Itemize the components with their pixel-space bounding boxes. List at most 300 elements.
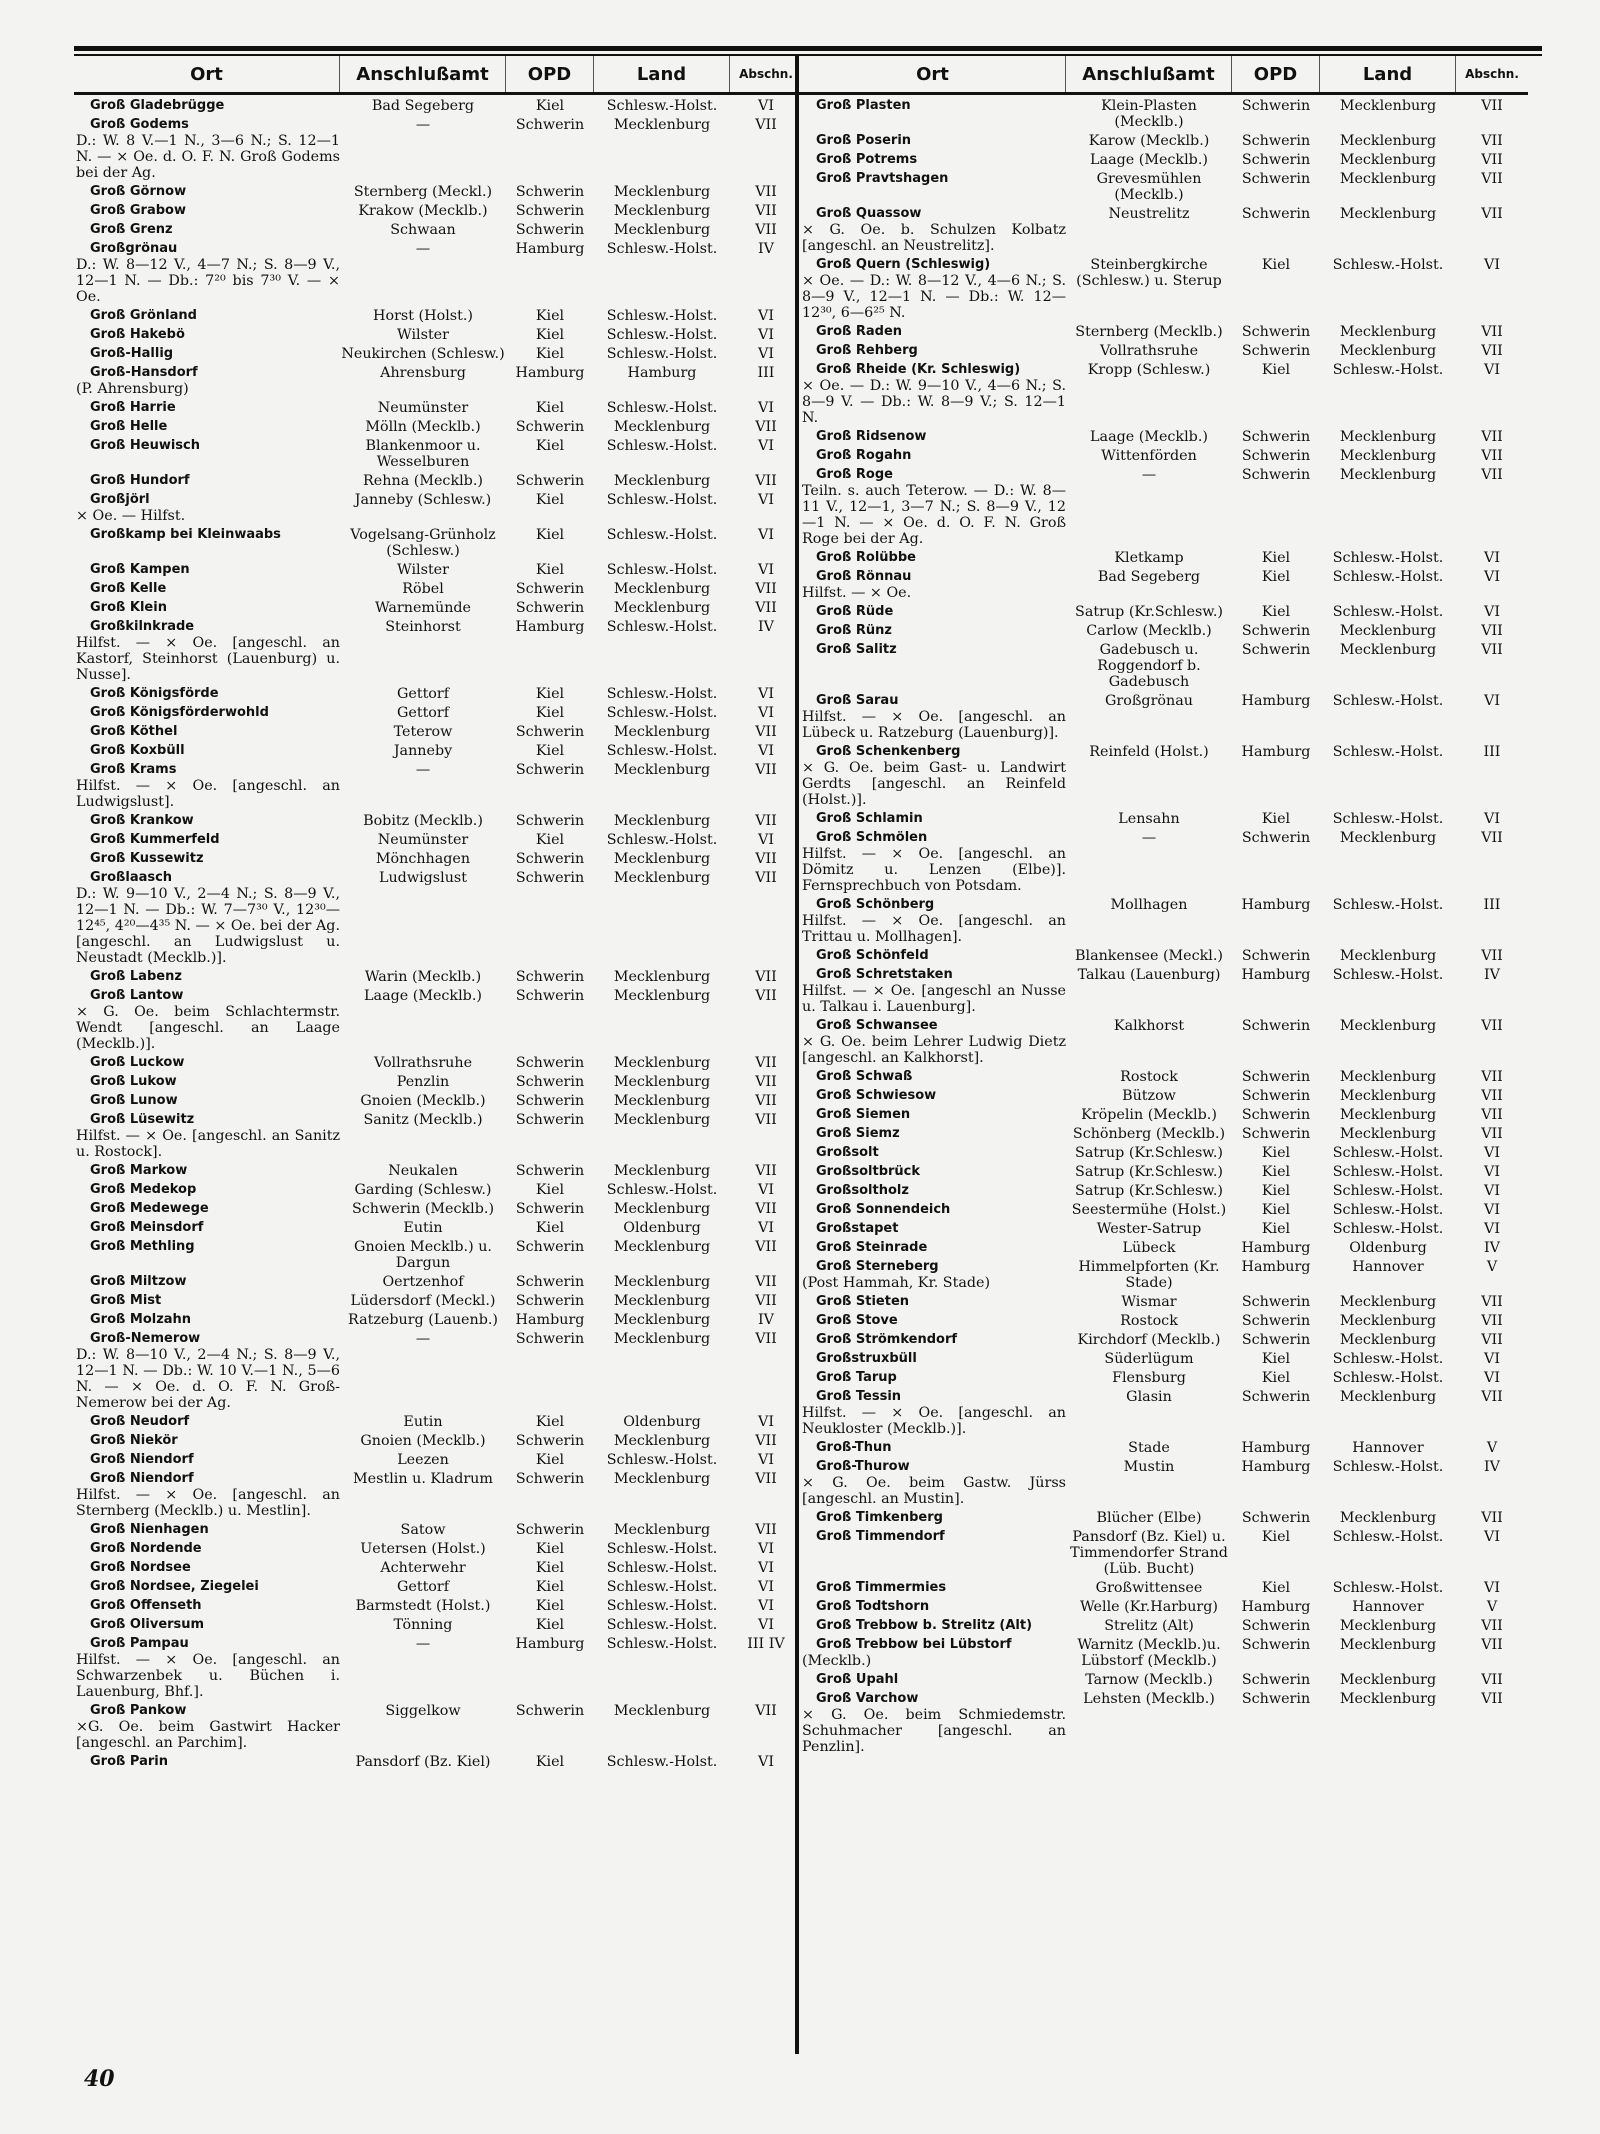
place-cell [74, 1452, 340, 1468]
land-cell: Mecklenburg [613, 1239, 711, 1255]
place-cell [800, 206, 1066, 254]
place-note: Hilfst. — × Oe. [angeschl. an Neukloster (Mecklb.)]. [802, 1405, 1066, 1437]
place-cell [74, 832, 340, 848]
opd-cell: Hamburg [1241, 1259, 1311, 1275]
exchange-cell: Süderlügum [1104, 1351, 1194, 1367]
section-cell: VII [755, 1201, 777, 1217]
opd-cell: Schwerin [515, 1074, 585, 1090]
section-cell: VI [758, 743, 774, 759]
table-row [800, 550, 1528, 566]
opd-cell: Schwerin [515, 1093, 585, 1109]
section-cell: VII [755, 1093, 777, 1109]
place-name: Groß Koxbüll [90, 743, 185, 758]
place-cell [74, 1703, 340, 1751]
section-cell: VI [758, 1541, 774, 1557]
place-name: Groß Schwiesow [816, 1088, 937, 1103]
land-cell: Schlesw.-Holst. [606, 1182, 718, 1198]
table-row [74, 619, 802, 683]
table-row [800, 1259, 1528, 1291]
table-row [74, 492, 802, 524]
section-cell: VII [1481, 1018, 1503, 1034]
place-cell [74, 1560, 340, 1576]
place-cell [800, 967, 1066, 1015]
table-row [800, 1126, 1528, 1142]
table-row [800, 569, 1528, 601]
land-cell: Mecklenburg [1339, 1332, 1437, 1348]
table-row [800, 1389, 1528, 1437]
section-cell: VII [755, 581, 777, 597]
land-cell: Mecklenburg [613, 1293, 711, 1309]
place-name: Groß Grenz [90, 222, 173, 237]
section-cell: VII [1481, 343, 1503, 359]
place-name: Groß Kussewitz [90, 851, 204, 866]
table-row [800, 257, 1528, 321]
table-row [74, 1312, 802, 1328]
exchange-cell: Welle (Kr.Harburg) [1080, 1599, 1218, 1615]
exchange-cell: Laage (Mecklb.) [1090, 152, 1208, 168]
place-cell [74, 241, 340, 305]
exchange-cell: Seestermühe (Holst.) [1071, 1202, 1227, 1218]
opd-cell: Schwerin [1241, 152, 1311, 168]
exchange-cell: Tönning [393, 1617, 453, 1633]
place-name: Groß Gladebrügge [90, 98, 225, 113]
land-cell: Schlesw.-Holst. [606, 686, 718, 702]
section-cell: VII [1481, 206, 1503, 222]
place-name: Groß Roge [816, 467, 893, 482]
exchange-cell: Lüdersdorf (Meckl.) [350, 1293, 496, 1309]
section-cell: IV [758, 1312, 774, 1328]
place-name: Groß Klein [90, 600, 167, 615]
section-cell: VI [758, 832, 774, 848]
section-cell: VI [758, 1598, 774, 1614]
section-cell: VI [1484, 362, 1500, 378]
place-cell [800, 448, 1066, 464]
opd-cell: Kiel [535, 400, 565, 416]
section-cell: VI [1484, 1370, 1500, 1386]
table-row [74, 241, 802, 305]
place-name: Groß Schwaß [816, 1069, 913, 1084]
table-row [74, 1331, 802, 1411]
section-cell: VI [1484, 604, 1500, 620]
exchange-cell: — [415, 762, 431, 778]
opd-cell: Schwerin [515, 203, 585, 219]
opd-cell: Schwerin [1241, 830, 1311, 846]
section-cell: VII [755, 969, 777, 985]
opd-cell: Kiel [535, 492, 565, 508]
place-name: Großsoltbrück [816, 1164, 921, 1179]
place-name: Groß Nordsee, Ziegelei [90, 1579, 259, 1594]
opd-cell: Schwerin [515, 1163, 585, 1179]
place-name: Groß Siemen [816, 1107, 911, 1122]
exchange-cell: Eutin [403, 1220, 443, 1236]
exchange-cell: Bobitz (Mecklb.) [363, 813, 483, 829]
table-row [74, 705, 802, 721]
exchange-cell: Flensburg [1112, 1370, 1186, 1386]
place-cell [800, 429, 1066, 445]
place-cell [800, 1440, 1066, 1456]
section-cell: VII [1481, 171, 1503, 187]
table-row [74, 308, 802, 324]
land-cell: Schlesw.-Holst. [1332, 1145, 1444, 1161]
exchange-cell: Bützow [1122, 1088, 1176, 1104]
place-cell [74, 1579, 340, 1595]
land-cell: Schlesw.-Holst. [606, 832, 718, 848]
place-cell [800, 257, 1066, 321]
table-row [74, 1433, 802, 1449]
table-row [74, 527, 802, 559]
land-cell: Schlesw.-Holst. [1332, 897, 1444, 913]
table-row [74, 743, 802, 759]
land-cell: Schlesw.-Holst. [1332, 569, 1444, 585]
place-cell [800, 1183, 1066, 1199]
table-row [800, 1529, 1528, 1577]
table-row [74, 1274, 802, 1290]
place-name: Groß Köthel [90, 724, 178, 739]
table-row [74, 1703, 802, 1751]
place-cell [800, 1259, 1066, 1291]
exchange-cell: Schwaan [390, 222, 456, 238]
opd-cell: Schwerin [515, 969, 585, 985]
exchange-cell: Pansdorf (Bz. Kiel) [355, 1754, 491, 1770]
section-cell: VI [1484, 1183, 1500, 1199]
land-cell: Mecklenburg [1339, 1313, 1437, 1329]
section-cell: III [1483, 744, 1501, 760]
place-cell [74, 117, 340, 181]
section-cell: VI [1484, 811, 1500, 827]
land-cell: Mecklenburg [613, 581, 711, 597]
exchange-cell: Satrup (Kr.Schlesw.) [1075, 1164, 1223, 1180]
exchange-cell: Gettorf [396, 1579, 450, 1595]
table-row [800, 171, 1528, 203]
place-name: Groß Siemz [816, 1126, 900, 1141]
section-cell: VII [755, 988, 777, 1004]
place-note: Hilfst. — × Oe. [angeschl. an Schwarzenbek u. Büchen i. Lauenburg, Bhf.]. [76, 1652, 340, 1700]
land-cell: Mecklenburg [1339, 98, 1437, 114]
opd-cell: Kiel [535, 832, 565, 848]
section-cell: VII [755, 851, 777, 867]
opd-cell: Hamburg [515, 365, 585, 381]
place-cell [74, 1201, 340, 1217]
land-cell: Mecklenburg [1339, 324, 1437, 340]
table-row [800, 1599, 1528, 1615]
section-cell: III IV [747, 1636, 785, 1652]
opd-cell: Schwerin [1241, 1510, 1311, 1526]
land-cell: Schlesw.-Holst. [1332, 1164, 1444, 1180]
opd-cell: Kiel [1261, 362, 1291, 378]
section-cell: VII [755, 1055, 777, 1071]
opd-cell: Kiel [535, 527, 565, 543]
place-cell [800, 1240, 1066, 1256]
table-row [800, 623, 1528, 639]
place-cell [800, 1691, 1066, 1755]
land-cell: Mecklenburg [1339, 1637, 1437, 1653]
table-row [800, 1164, 1528, 1180]
place-cell [74, 419, 340, 435]
exchange-cell: Ratzeburg (Lauenb.) [348, 1312, 498, 1328]
land-cell: Mecklenburg [613, 851, 711, 867]
opd-cell: Schwerin [1241, 1126, 1311, 1142]
right-column [800, 56, 1528, 1755]
opd-cell: Schwerin [515, 419, 585, 435]
land-cell: Mecklenburg [1339, 343, 1437, 359]
opd-cell: Schwerin [515, 1522, 585, 1538]
exchange-cell: Neukalen [388, 1163, 458, 1179]
land-cell: Mecklenburg [1339, 642, 1437, 658]
exchange-cell: Lensahn [1118, 811, 1180, 827]
exchange-cell: Neumünster [377, 832, 469, 848]
opd-cell: Schwerin [515, 1331, 585, 1347]
header-land: Land [1320, 56, 1456, 92]
opd-cell: Kiel [535, 98, 565, 114]
exchange-cell: Wester-Satrup [1096, 1221, 1202, 1237]
land-cell: Mecklenburg [613, 1312, 711, 1328]
section-cell: VII [1481, 448, 1503, 464]
place-cell [800, 1018, 1066, 1066]
section-cell: V [1486, 1440, 1498, 1456]
section-cell: VI [1484, 1221, 1500, 1237]
place-cell [74, 222, 340, 238]
exchange-cell: Gnoien Mecklb.) u. Dargun [354, 1239, 492, 1271]
section-cell: III [1483, 897, 1501, 913]
land-cell: Mecklenburg [1339, 1672, 1437, 1688]
place-name: Groß Markow [90, 1163, 188, 1178]
table-row [74, 1452, 802, 1468]
place-cell [800, 693, 1066, 741]
exchange-cell: Kröpelin (Mecklb.) [1081, 1107, 1217, 1123]
opd-cell: Kiel [535, 705, 565, 721]
opd-cell: Kiel [535, 308, 565, 324]
opd-cell: Schwerin [1241, 133, 1311, 149]
opd-cell: Schwerin [515, 1201, 585, 1217]
place-name: Großkilnkrade [90, 619, 195, 634]
place-name: Groß Varchow [816, 1691, 919, 1706]
exchange-cell: Satrup (Kr.Schlesw.) [1075, 604, 1223, 620]
place-cell [800, 1618, 1066, 1634]
place-name: Groß Timmermies [816, 1580, 947, 1595]
land-cell: Schlesw.-Holst. [606, 308, 718, 324]
place-cell [74, 851, 340, 867]
land-cell: Mecklenburg [613, 1112, 711, 1128]
section-cell: VII [1481, 948, 1503, 964]
land-cell: Schlesw.-Holst. [1332, 1351, 1444, 1367]
place-name: Groß Lunow [90, 1093, 178, 1108]
place-cell [800, 1164, 1066, 1180]
opd-cell: Kiel [535, 1754, 565, 1770]
opd-cell: Kiel [535, 1598, 565, 1614]
exchange-cell: — [415, 241, 431, 257]
page-number: 40 [84, 2066, 115, 2092]
place-cell [74, 1414, 340, 1430]
land-cell: Schlesw.-Holst. [606, 1579, 718, 1595]
table-row [74, 1414, 802, 1430]
place-cell [74, 473, 340, 489]
exchange-cell: Karow (Mecklb.) [1088, 133, 1210, 149]
table-row [800, 343, 1528, 359]
opd-cell: Schwerin [1241, 1672, 1311, 1688]
place-cell [74, 1293, 340, 1309]
land-cell: Schlesw.-Holst. [606, 562, 718, 578]
exchange-cell: Rostock [1120, 1069, 1178, 1085]
opd-cell: Kiel [535, 1617, 565, 1633]
opd-cell: Hamburg [515, 619, 585, 635]
place-name: Groß Kampen [90, 562, 190, 577]
place-note: Hilfst. — × Oe. [angeschl an Nusse u. Talkau i. Lauenburg]. [802, 983, 1066, 1015]
table-row [800, 1221, 1528, 1237]
land-cell: Mecklenburg [613, 117, 711, 133]
table-row [800, 448, 1528, 464]
land-cell: Mecklenburg [613, 1471, 711, 1487]
exchange-cell: Wilster [397, 327, 449, 343]
place-name: Groß Krankow [90, 813, 194, 828]
place-cell [74, 724, 340, 740]
place-cell [74, 870, 340, 966]
table-row [74, 98, 802, 114]
opd-cell: Kiel [535, 1220, 565, 1236]
place-cell [74, 527, 340, 559]
opd-cell: Schwerin [1241, 623, 1311, 639]
exchange-cell: Horst (Holst.) [373, 308, 473, 324]
exchange-cell: Gadebusch u. Roggendorf b. Gadebusch [1097, 642, 1201, 690]
place-name: Groß Rehberg [816, 343, 918, 358]
exchange-cell: Ludwigslust [378, 870, 467, 886]
exchange-cell: Vogelsang-Grünholz (Schlesw.) [350, 527, 496, 559]
section-cell: IV [758, 241, 774, 257]
place-name: Groß Timmendorf [816, 1529, 945, 1544]
table-row [74, 1112, 802, 1160]
exchange-cell: Strelitz (Alt) [1104, 1618, 1194, 1634]
place-note: Hilfst. — × Oe. [angeschl. an Kastorf, Steinhorst (Lauenburg) u. Nusse]. [76, 635, 340, 683]
place-name: Groß Poserin [816, 133, 912, 148]
place-name: Groß Nordsee [90, 1560, 191, 1575]
section-cell: VI [758, 308, 774, 324]
section-cell: VII [1481, 1637, 1503, 1653]
place-name: Groß Offenseth [90, 1598, 202, 1613]
table-row [74, 1560, 802, 1576]
land-cell: Mecklenburg [613, 724, 711, 740]
table-row [74, 346, 802, 362]
place-name: Groß Todtshorn [816, 1599, 930, 1614]
place-name: Groß Niekör [90, 1433, 178, 1448]
place-cell [800, 1126, 1066, 1142]
place-note: D.: W. 9—10 V., 2—4 N.; S. 8—9 V., 12—1 N. — Db.: W. 7—7³⁰ V., 12³⁰—12⁴⁵, 4²⁰—4³⁵ N. — × Oe. bei der Ag. [angeschl. an Ludwigslust u. Neustadt (Mecklb.)]. [76, 886, 340, 966]
section-cell: V [1486, 1599, 1498, 1615]
place-cell [74, 1074, 340, 1090]
table-row [800, 1018, 1528, 1066]
land-cell: Schlesw.-Holst. [606, 1754, 718, 1770]
place-cell [800, 1370, 1066, 1386]
exchange-cell: Wilster [397, 562, 449, 578]
table-row [74, 988, 802, 1052]
exchange-cell: Blücher (Elbe) [1096, 1510, 1202, 1526]
opd-cell: Hamburg [1241, 1440, 1311, 1456]
section-cell: VI [758, 438, 774, 454]
exchange-cell: Steinbergkirche (Schlesw.) u. Sterup [1076, 257, 1222, 289]
exchange-cell: — [1141, 467, 1157, 483]
place-cell [800, 1637, 1066, 1669]
place-name: Groß Godems [90, 117, 189, 132]
table-row [74, 1471, 802, 1519]
table-row [800, 324, 1528, 340]
exchange-cell: Garding (Schlesw.) [354, 1182, 492, 1198]
table-row [74, 1093, 802, 1109]
place-note: (P. Ahrensburg) [76, 381, 189, 397]
section-cell: VII [755, 1433, 777, 1449]
place-note: Hilfst. — × Oe. [angeschl. an Lübeck u. Ratzeburg (Lauenburg)]. [802, 709, 1066, 741]
table-row [74, 1598, 802, 1614]
table-row [800, 897, 1528, 945]
place-name: Groß Königsförde [90, 686, 219, 701]
place-name: Groß Sarau [816, 693, 899, 708]
land-cell: Mecklenburg [1339, 133, 1437, 149]
section-cell: VI [758, 98, 774, 114]
place-name: Großstruxbüll [816, 1351, 917, 1366]
exchange-cell: Glasin [1126, 1389, 1172, 1405]
opd-cell: Kiel [1261, 1370, 1291, 1386]
table-row [74, 1293, 802, 1309]
place-name: Groß Harrie [90, 400, 176, 415]
table-row [800, 1370, 1528, 1386]
exchange-cell: Pansdorf (Bz. Kiel) u. Timmendorfer Strand (Lüb. Bucht) [1070, 1529, 1228, 1577]
table-row [800, 98, 1528, 130]
place-name: Groß Raden [816, 324, 903, 339]
table-row [800, 811, 1528, 827]
opd-cell: Kiel [535, 1414, 565, 1430]
opd-cell: Schwerin [1241, 467, 1311, 483]
table-row [800, 1107, 1528, 1123]
opd-cell: Schwerin [1241, 1691, 1311, 1707]
exchange-cell: Janneby (Schlesw.) [354, 492, 492, 508]
land-cell: Mecklenburg [613, 1433, 711, 1449]
place-note: × Oe. — D.: W. 8—12 V., 4—6 N.; S. 8—9 V., 12—1 N. — Db.: W. 12—12³⁰, 6—6²⁵ N. [802, 273, 1066, 321]
place-cell [800, 1107, 1066, 1123]
section-cell: VI [1484, 1202, 1500, 1218]
table-row [800, 967, 1528, 1015]
place-note: × Oe. — D.: W. 9—10 V., 4—6 N.; S. 8—9 V. — Db.: W. 8—9 V.; S. 12—1 N. [802, 378, 1066, 426]
land-cell: Mecklenburg [1339, 152, 1437, 168]
opd-cell: Hamburg [1241, 967, 1311, 983]
place-note: × G. Oe. beim Gastw. Jürss [angeschl. an Mustin]. [802, 1475, 1066, 1507]
opd-cell: Schwerin [1241, 948, 1311, 964]
table-row [800, 467, 1528, 547]
opd-cell: Schwerin [1241, 1618, 1311, 1634]
place-note: × G. Oe. beim Gast- u. Landwirt Gerdts [angeschl. an Reinfeld (Holst.)]. [802, 760, 1066, 808]
place-name: Groß Helle [90, 419, 168, 434]
section-cell: VII [755, 762, 777, 778]
left-column [74, 56, 802, 1770]
table-row [800, 1672, 1528, 1688]
land-cell: Mecklenburg [613, 1093, 711, 1109]
place-name: Groß Nordende [90, 1541, 202, 1556]
section-cell: VII [1481, 1691, 1503, 1707]
opd-cell: Kiel [1261, 1145, 1291, 1161]
land-cell: Mecklenburg [613, 762, 711, 778]
land-cell: Hannover [1352, 1259, 1424, 1275]
opd-cell: Kiel [1261, 1183, 1291, 1199]
opd-cell: Schwerin [1241, 1294, 1311, 1310]
table-row [74, 870, 802, 966]
place-name: Groß Stieten [816, 1294, 910, 1309]
place-note: × G. Oe. beim Lehrer Ludwig Dietz [angeschl. an Kalkhorst]. [802, 1034, 1066, 1066]
exchange-cell: Laage (Mecklb.) [1090, 429, 1208, 445]
opd-cell: Schwerin [1241, 448, 1311, 464]
place-name: Groß Hakebö [90, 327, 185, 342]
table-row [800, 642, 1528, 690]
land-cell: Schlesw.-Holst. [606, 1541, 718, 1557]
exchange-cell: Klein-Plasten (Mecklb.) [1101, 98, 1197, 130]
table-row [800, 1088, 1528, 1104]
land-cell: Schlesw.-Holst. [1332, 1370, 1444, 1386]
land-cell: Oldenburg [623, 1414, 701, 1430]
